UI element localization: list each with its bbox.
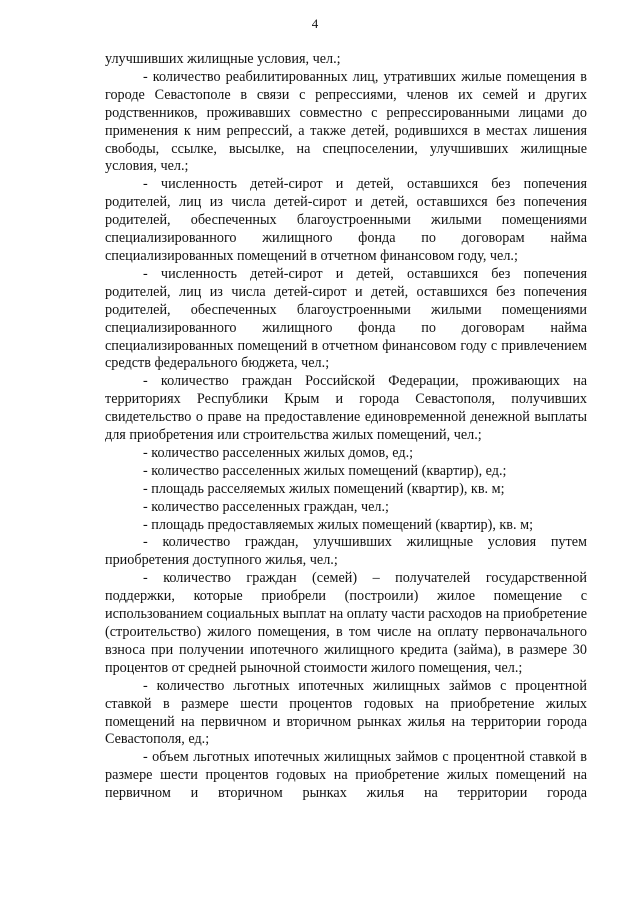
paragraph: - количество расселенных жилых домов, ед.;	[143, 444, 414, 461]
paragraph: - количество граждан (семей) – получателей государственной поддержки, которые приобрели (построили) жилое помещение с использованием социальных выплат на оплату части расходов на приобретение (строительство) жилого помещения, в том числе на оплату первоначального взноса при получении ипотечного жилищного кредита (займа), в размере 30 процентов от средней рыночной стоимости жилого помещения, чел.;	[105, 570, 587, 676]
paragraph: - количество расселенных жилых помещений (квартир), ед.;	[143, 462, 507, 479]
paragraph: - количество реабилитированных лиц, утративших жилые помещения в городе Севастополе в связи с репрессиями, членов их семей и других родственников, проживавших совместно с репрессированными лицами до применения к ним репрессий, а также детей, родившихся в местах лишения свободы, ссылке, высылке, на спецпоселении, улучшивших жилищные условия, чел.;	[105, 68, 587, 175]
paragraph: - объем льготных ипотечных жилищных займов с процентной ставкой в размере шести процентов годовых на приобретение жилых помещений на первичном и вторичном рынках жилья на территории города	[105, 749, 587, 802]
paragraph: - количество граждан, улучшивших жилищные условия путем приобретения доступного жилья, чел.;	[105, 534, 587, 569]
paragraph: улучшивших жилищные условия, чел.;	[105, 51, 341, 67]
paragraph: - численность детей-сирот и детей, оставшихся без попечения родителей, лиц из числа детей-сирот и детей, оставшихся без попечения родителей, обеспеченных благоустроенными жилыми помещениями специализированного жилищного фонда по договорам найма специализированных помещений в отчетном финансовом году с привлечением средств федерального бюджета, чел.;	[105, 265, 587, 372]
paragraph: - количество льготных ипотечных жилищных займов с процентной ставкой в размере шести процентов годовых на приобретение жилых помещений на первичном и вторичном рынках жилья на территории города Севастополя, ед.;	[105, 677, 587, 748]
paragraph: - численность детей-сирот и детей, оставшихся без попечения родителей, лиц из числа детей-сирот и детей, оставшихся без попечения родителей, обеспеченных благоустроенными жилыми помещениями специализированного жилищного фонда по договорам найма специализированных помещений в отчетном финансовом году, чел.;	[105, 176, 587, 264]
paragraph: - количество расселенных граждан, чел.;	[143, 498, 389, 515]
paragraph: - площадь предоставляемых жилых помещений (квартир), кв. м;	[143, 516, 534, 533]
paragraph: - площадь расселяемых жилых помещений (квартир), кв. м;	[143, 480, 505, 497]
paragraph: - количество граждан Российской Федерации, проживающих на территориях Республики Крым и города Севастополя, получивших свидетельство о праве на предоставление единовременной денежной выплаты для приобретения или строительства жилых помещений, чел.;	[105, 373, 587, 444]
document-body	[105, 51, 587, 803]
page-number: 4	[311, 16, 319, 31]
